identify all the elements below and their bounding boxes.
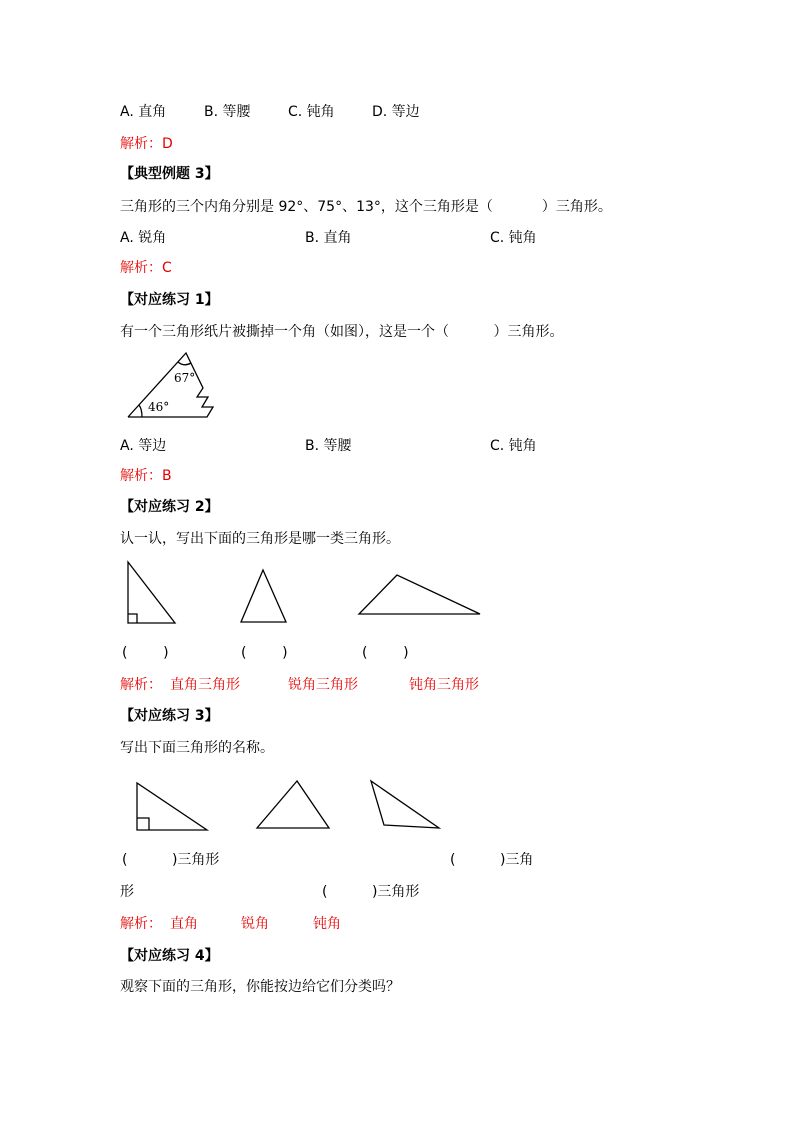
- obtuse-triangle-figure: [367, 777, 445, 833]
- section-heading: 【典型例题 3】: [120, 166, 219, 182]
- section-heading: 【对应练习 4】: [120, 948, 219, 964]
- acute-triangle-figure: [253, 777, 335, 833]
- answer-line: 解析：D: [120, 136, 173, 152]
- angle-label-67: 67°: [174, 371, 196, 385]
- option-d: D. 等边: [372, 104, 420, 120]
- option-c: C. 钝角: [490, 438, 537, 454]
- angle-label-46: 46°: [148, 400, 170, 414]
- obtuse-triangle-figure: [355, 572, 485, 618]
- option-b: B. 直角: [305, 230, 352, 246]
- section-heading: 【对应练习 3】: [120, 708, 219, 724]
- right-triangle-figure: [133, 779, 213, 834]
- answer-item: 钝角: [313, 916, 341, 932]
- answer-blank-continuation: 形: [120, 884, 134, 900]
- answer-item: 直角三角形: [170, 677, 240, 693]
- option-c: C. 钝角: [288, 104, 335, 120]
- question-text: 认一认，写出下面的三角形是哪一类三角形。: [120, 531, 400, 547]
- question-text: 有一个三角形纸片被撕掉一个角（如图），这是一个（ ）三角形。: [120, 324, 564, 340]
- section-heading: 【对应练习 2】: [120, 499, 219, 515]
- acute-triangle-figure: [236, 566, 292, 626]
- question-text: 观察下面的三角形，你能按边给它们分类吗？: [120, 979, 400, 995]
- answer-label: 解析：: [120, 677, 162, 693]
- right-triangle-figure: [124, 558, 180, 628]
- answer-item: 锐角: [241, 916, 269, 932]
- option-c: C. 钝角: [490, 230, 537, 246]
- answer-blank[interactable]: ( )三角形: [122, 852, 220, 868]
- answer-line: 解析：B: [120, 468, 172, 484]
- option-a: A. 等边: [120, 438, 167, 454]
- answer-item: 锐角三角形: [288, 677, 358, 693]
- option-a: A. 直角: [120, 104, 167, 120]
- option-b: B. 等腰: [204, 104, 251, 120]
- question-text: 写出下面三角形的名称。: [120, 740, 274, 756]
- answer-blank[interactable]: ( ): [241, 645, 288, 661]
- option-a: A. 锐角: [120, 230, 167, 246]
- answer-item: 钝角三角形: [409, 677, 479, 693]
- answer-line: 解析：C: [120, 260, 172, 276]
- answer-blank[interactable]: ( ): [122, 645, 169, 661]
- section-heading: 【对应练习 1】: [120, 292, 219, 308]
- answer-blank[interactable]: ( )三角: [450, 852, 534, 868]
- answer-blank[interactable]: ( ): [362, 645, 409, 661]
- answer-label: 解析：: [120, 916, 162, 932]
- answer-item: 直角: [170, 916, 198, 932]
- answer-blank[interactable]: ( )三角形: [322, 884, 420, 900]
- question-text: 三角形的三个内角分别是 92°、75°、13°，这个三角形是（ ）三角形。: [120, 199, 612, 215]
- torn-triangle-figure: [120, 345, 220, 425]
- option-b: B. 等腰: [305, 438, 352, 454]
